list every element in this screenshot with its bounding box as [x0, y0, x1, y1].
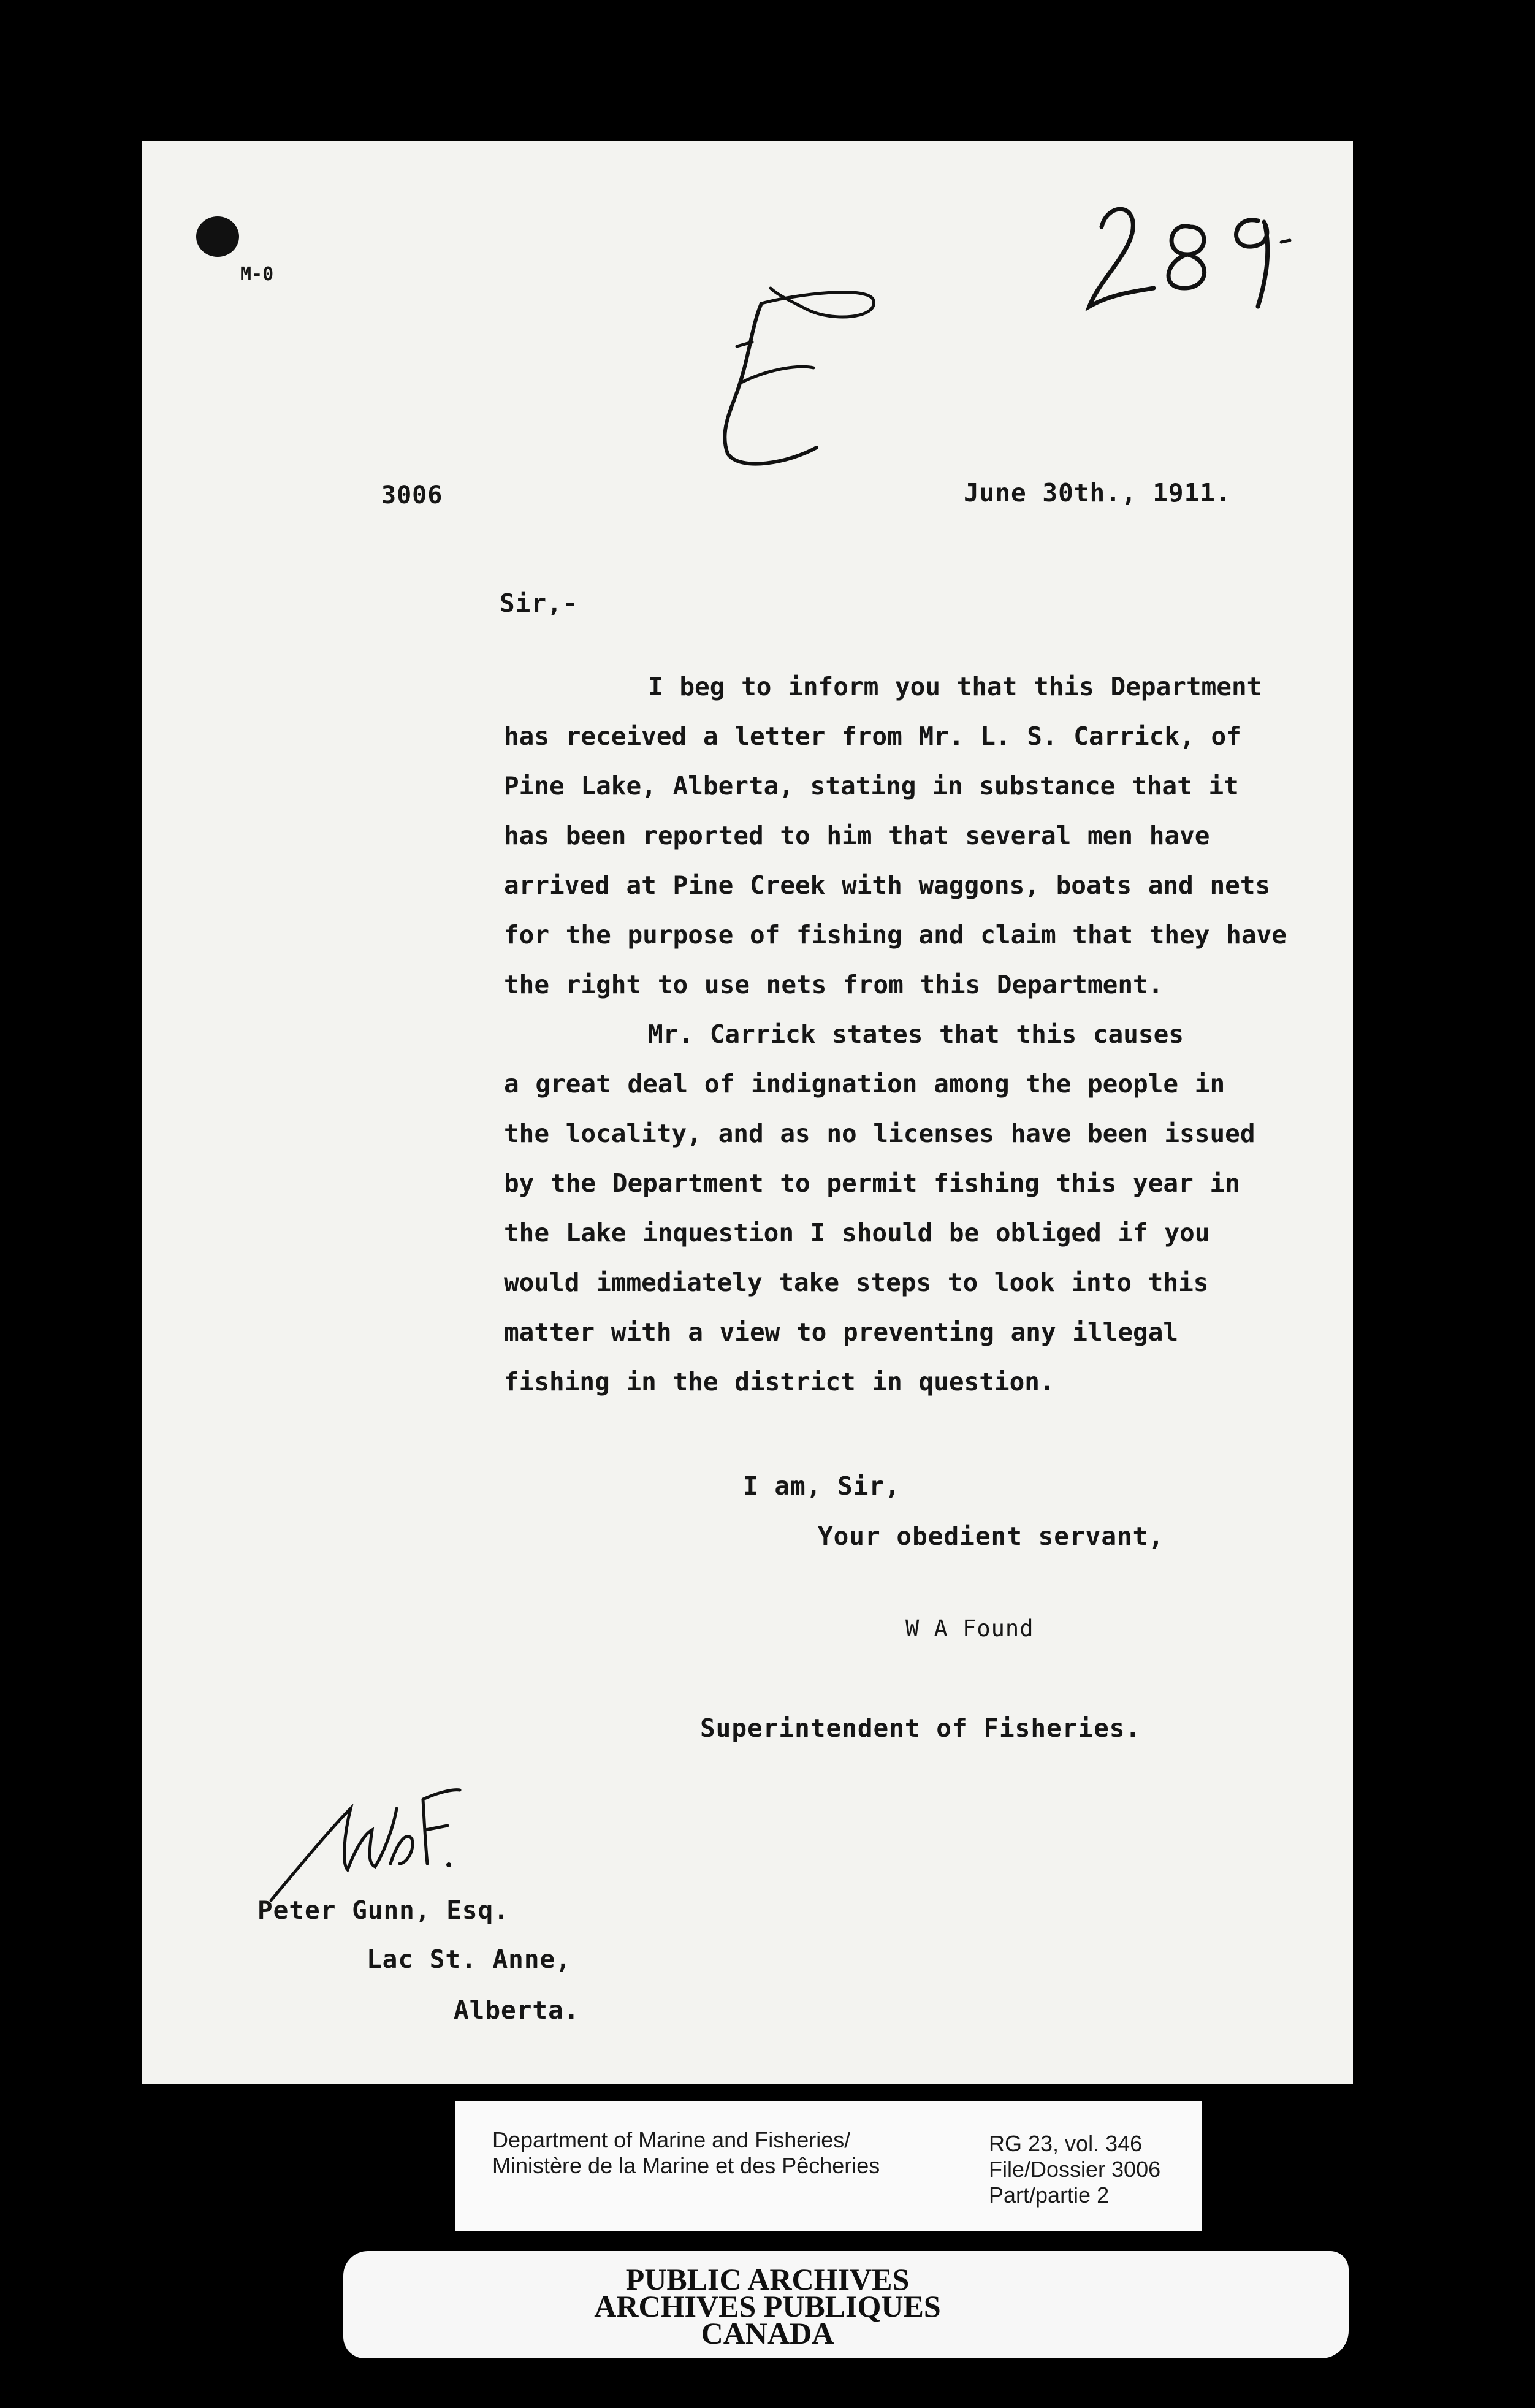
signature-name: W A Found — [905, 1615, 1034, 1642]
body-line: Mr. Carrick states that this causes — [648, 1019, 1184, 1049]
body-line: the locality, and as no licenses have been issued — [504, 1119, 1255, 1148]
department-en: Department of Marine and Fisheries/ — [492, 2127, 851, 2152]
body-line: fishing in the district in question. — [504, 1367, 1055, 1396]
closing-line: I am, Sir, — [743, 1471, 901, 1501]
stamp-line: PUBLIC ARCHIVES — [625, 2262, 910, 2296]
department-fr: Ministère de la Marine et des Pêcheries — [492, 2153, 880, 2178]
ink-blot — [196, 216, 239, 257]
recipient-place: Lac St. Anne, — [367, 1945, 571, 1974]
body-line: would immediately take steps to look into this — [504, 1268, 1209, 1297]
handwritten-page-number — [1086, 190, 1295, 319]
letter-date: June 30th., 1911. — [964, 478, 1232, 508]
body-line: for the purpose of fishing and claim that they have — [504, 920, 1287, 950]
body-line: has received a letter from Mr. L. S. Carrick, of — [504, 722, 1241, 751]
salutation: Sir,- — [500, 589, 579, 618]
stamp-line: CANADA — [701, 2316, 834, 2350]
letter-body — [504, 662, 1442, 1407]
archive-reference — [989, 2131, 1160, 2208]
archive-stamp — [0, 2262, 1535, 2350]
body-line: matter with a view to preventing any illegal — [504, 1317, 1179, 1347]
stamp-line: ARCHIVES PUBLIQUES — [594, 2289, 941, 2323]
file-number: 3006 — [381, 481, 443, 509]
body-line: I beg to inform you that this Department — [648, 672, 1262, 701]
handwritten-letter-mark — [715, 276, 899, 478]
body-line: the Lake inquestion I should be obliged if you — [504, 1218, 1210, 1248]
file-reference: File/Dossier 3006 — [989, 2157, 1161, 2182]
handwritten-initials — [265, 1772, 467, 1913]
body-line: a great deal of indignation among the people in — [504, 1069, 1225, 1099]
signature-title: Superintendent of Fisheries. — [700, 1713, 1141, 1743]
recipient-name: Peter Gunn, Esq. — [257, 1896, 509, 1925]
body-line: arrived at Pine Creek with waggons, boats and nets — [504, 871, 1271, 900]
department-names — [492, 2127, 880, 2179]
body-line: has been reported to him that several men have — [504, 821, 1210, 850]
archive-reference-label — [455, 2101, 1202, 2231]
part-reference: Part/partie 2 — [989, 2182, 1110, 2208]
body-line: the right to use nets from this Department. — [504, 970, 1164, 999]
form-code: M-0 — [240, 264, 274, 285]
record-group: RG 23, vol. 346 — [989, 2131, 1143, 2156]
letter-sheet — [142, 141, 1353, 2084]
recipient-province: Alberta. — [454, 1995, 580, 2025]
closing-line: Your obedient servant, — [818, 1522, 1165, 1551]
body-line: by the Department to permit fishing this year in — [504, 1168, 1240, 1198]
body-line: Pine Lake, Alberta, stating in substance that it — [504, 771, 1239, 801]
